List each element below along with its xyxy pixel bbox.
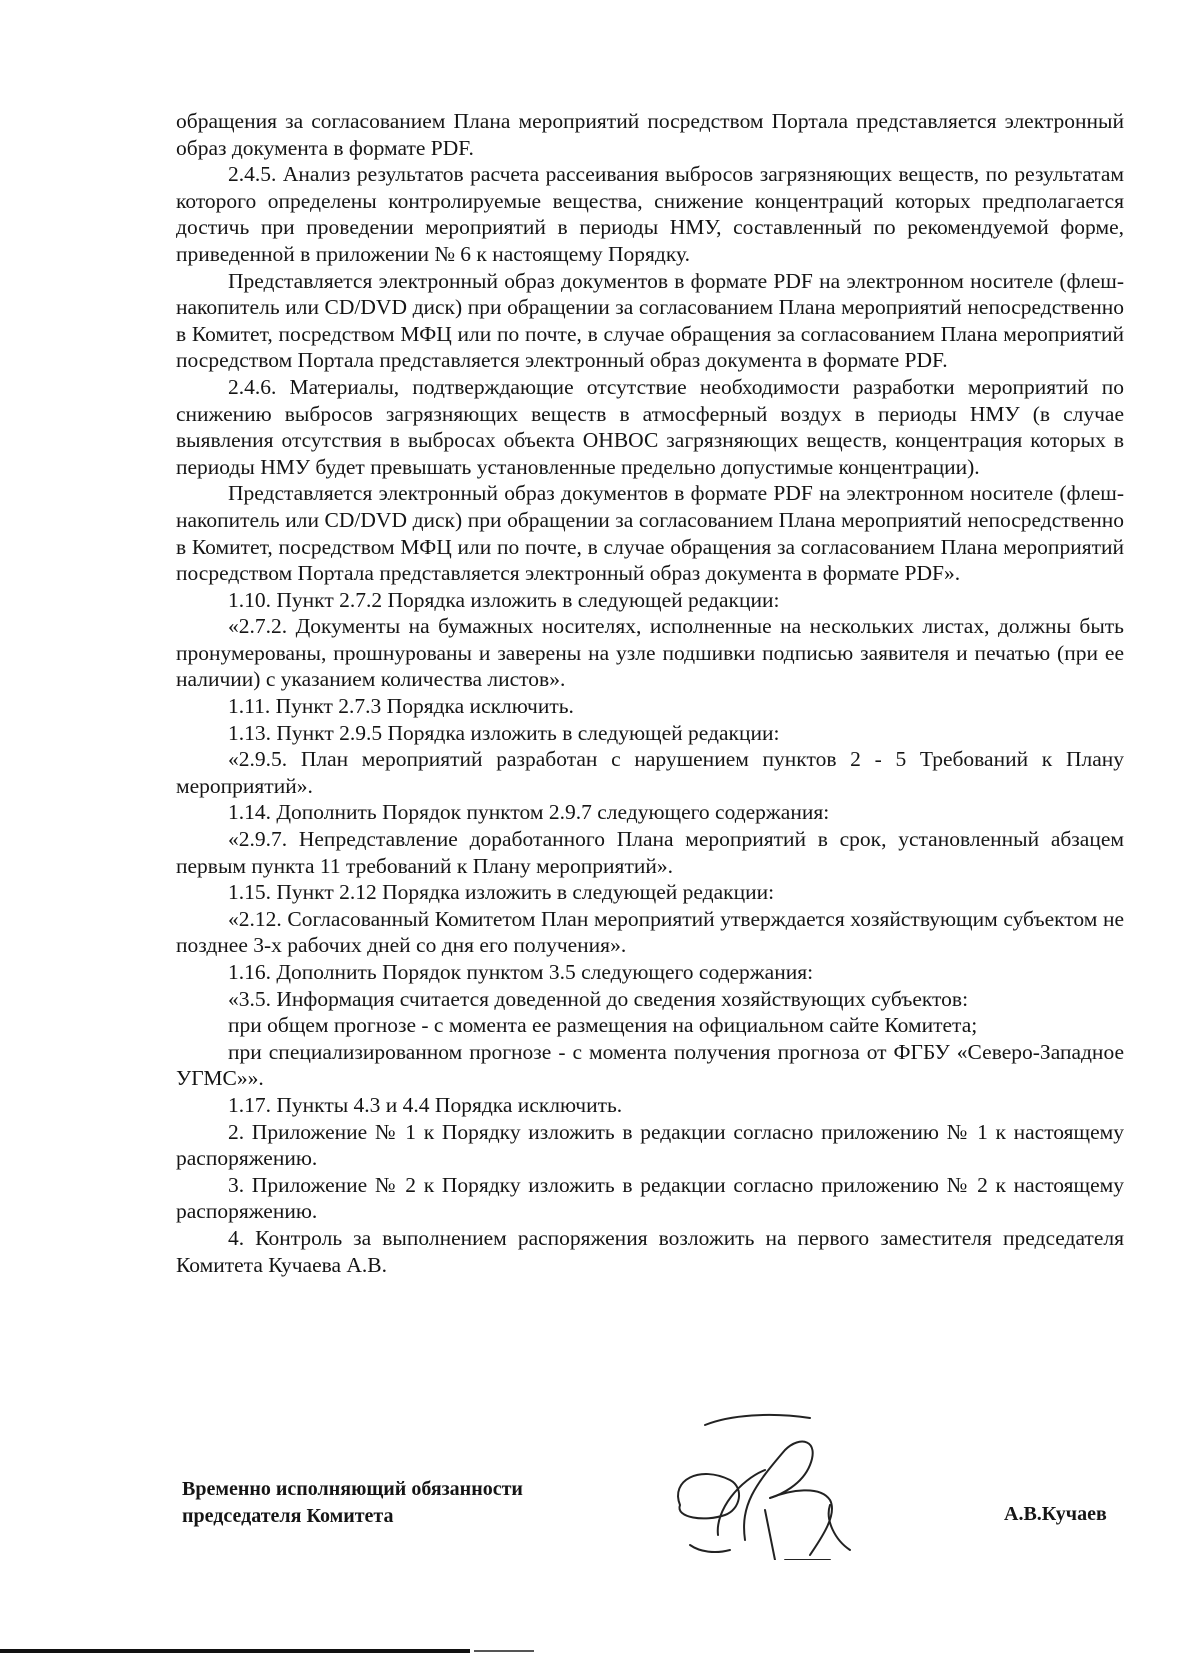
paragraph: 1.16. Дополнить Порядок пунктом 3.5 следующего содержания: bbox=[228, 960, 814, 984]
paragraph: 2. Приложение № 1 к Порядку изложить в редакции согласно приложению № 1 к настоящему распоряжению. bbox=[176, 1119, 1124, 1171]
signatory-title bbox=[182, 1476, 523, 1530]
paragraph: «2.9.5. План мероприятий разработан с нарушением пунктов 2 - 5 Требований к Плану мероприятий». bbox=[176, 747, 1124, 798]
paragraph: 3. Приложение № 2 к Порядку изложить в редакции согласно приложению № 2 к настоящему распоряжению. bbox=[176, 1172, 1124, 1224]
paragraph: 1.15. Пункт 2.12 Порядка изложить в следующей редакции: bbox=[228, 880, 775, 905]
paragraph: «2.9.7. Непредставление доработанного Плана мероприятий в срок, установленный абзацем первым пункта 11 требований к Плану мероприятий». bbox=[176, 827, 1124, 878]
paragraph: Представляется электронный образ документов в формате PDF на электронном носителе (флеш-накопитель или CD/DVD диск) при обращении за согласованием Плана мероприятий непосредственно в Комитет, посредством МФЦ или по почте, в случае обращения за согласованием Плана мероприятий посредством Портала представляется электронный образ документа в формате PDF». bbox=[176, 481, 1124, 586]
paragraph: 2.4.6. Материалы, подтверждающие отсутствие необходимости разработки мероприятий по снижению выбросов загрязняющих веществ в атмосферный воздух в периоды НМУ (в случае выявления отсутствия в выбросах объекта ОНВОС загрязняющих веществ, концентрация которых в периоды НМУ будет превышать установленные предельно допустимые концентрации). bbox=[176, 374, 1124, 479]
paragraph: обращения за согласованием Плана мероприятий посредством Портала представляется электронный образ документа в формате PDF. bbox=[176, 109, 1124, 160]
paragraph: 4. Контроль за выполнением распоряжения возложить на первого заместителя председателя Комитета Кучаева А.В. bbox=[176, 1225, 1124, 1277]
paragraph: 1.11. Пункт 2.7.3 Порядка исключить. bbox=[228, 694, 574, 719]
handwritten-signature bbox=[670, 1410, 890, 1560]
paragraph: 1.13. Пункт 2.9.5 Порядка изложить в следующей редакции: bbox=[228, 720, 780, 745]
paragraph: 1.17. Пункты 4.3 и 4.4 Порядка исключить. bbox=[228, 1092, 623, 1117]
paragraph: 1.14. Дополнить Порядок пунктом 2.9.7 следующего содержания: bbox=[228, 800, 830, 825]
scan-edge-mark bbox=[474, 1650, 534, 1652]
signatory-title-line-2: председателя Комитета bbox=[182, 1505, 394, 1527]
paragraph: при специализированном прогнозе - с момента получения прогноза от ФГБУ «Северо-Западное УГМС»». bbox=[176, 1039, 1124, 1091]
paragraph: «2.7.2. Документы на бумажных носителях, исполненные на нескольких листах, должны быть пронумерованы, прошнурованы и заверены на узле подшивки подписью заявителя и печатью (при ее наличии) с указанием количества листов». bbox=[176, 614, 1124, 692]
signer-name: А.В.Кучаев bbox=[1004, 1503, 1107, 1525]
scan-edge-line bbox=[0, 1649, 470, 1653]
paragraph: «3.5. Информация считается доведенной до сведения хозяйствующих субъектов: bbox=[228, 986, 969, 1011]
paragraph: 1.10. Пункт 2.7.2 Порядка изложить в следующей редакции: bbox=[228, 587, 780, 612]
paragraph: при общем прогнозе - с момента ее размещения на официальном сайте Комитета; bbox=[228, 1013, 978, 1038]
signatory-title-line-1: Временно исполняющий обязанности bbox=[182, 1478, 523, 1500]
paragraph: 2.4.5. Анализ результатов расчета рассеивания выбросов загрязняющих веществ, по результатам которого определены контролируемые вещества, снижение концентраций которых предполагается достичь при проведении мероприятий в периоды НМУ, составленный по рекомендуемой форме, приведенной в приложении № 6 к настоящему Порядку. bbox=[176, 162, 1124, 266]
paragraph: Представляется электронный образ документов в формате PDF на электронном носителе (флеш-накопитель или CD/DVD диск) при обращении за согласованием Плана мероприятий непосредственно в Комитет, посредством МФЦ или по почте, в случае обращения за согласованием Плана мероприятий посредством Портала представляется электронный образ документа в формате PDF. bbox=[176, 268, 1124, 373]
paragraph: «2.12. Согласованный Комитетом План мероприятий утверждается хозяйствующим субъектом не позднее 3-х рабочих дней со дня его получения». bbox=[176, 906, 1124, 958]
document-body bbox=[176, 108, 1124, 1278]
